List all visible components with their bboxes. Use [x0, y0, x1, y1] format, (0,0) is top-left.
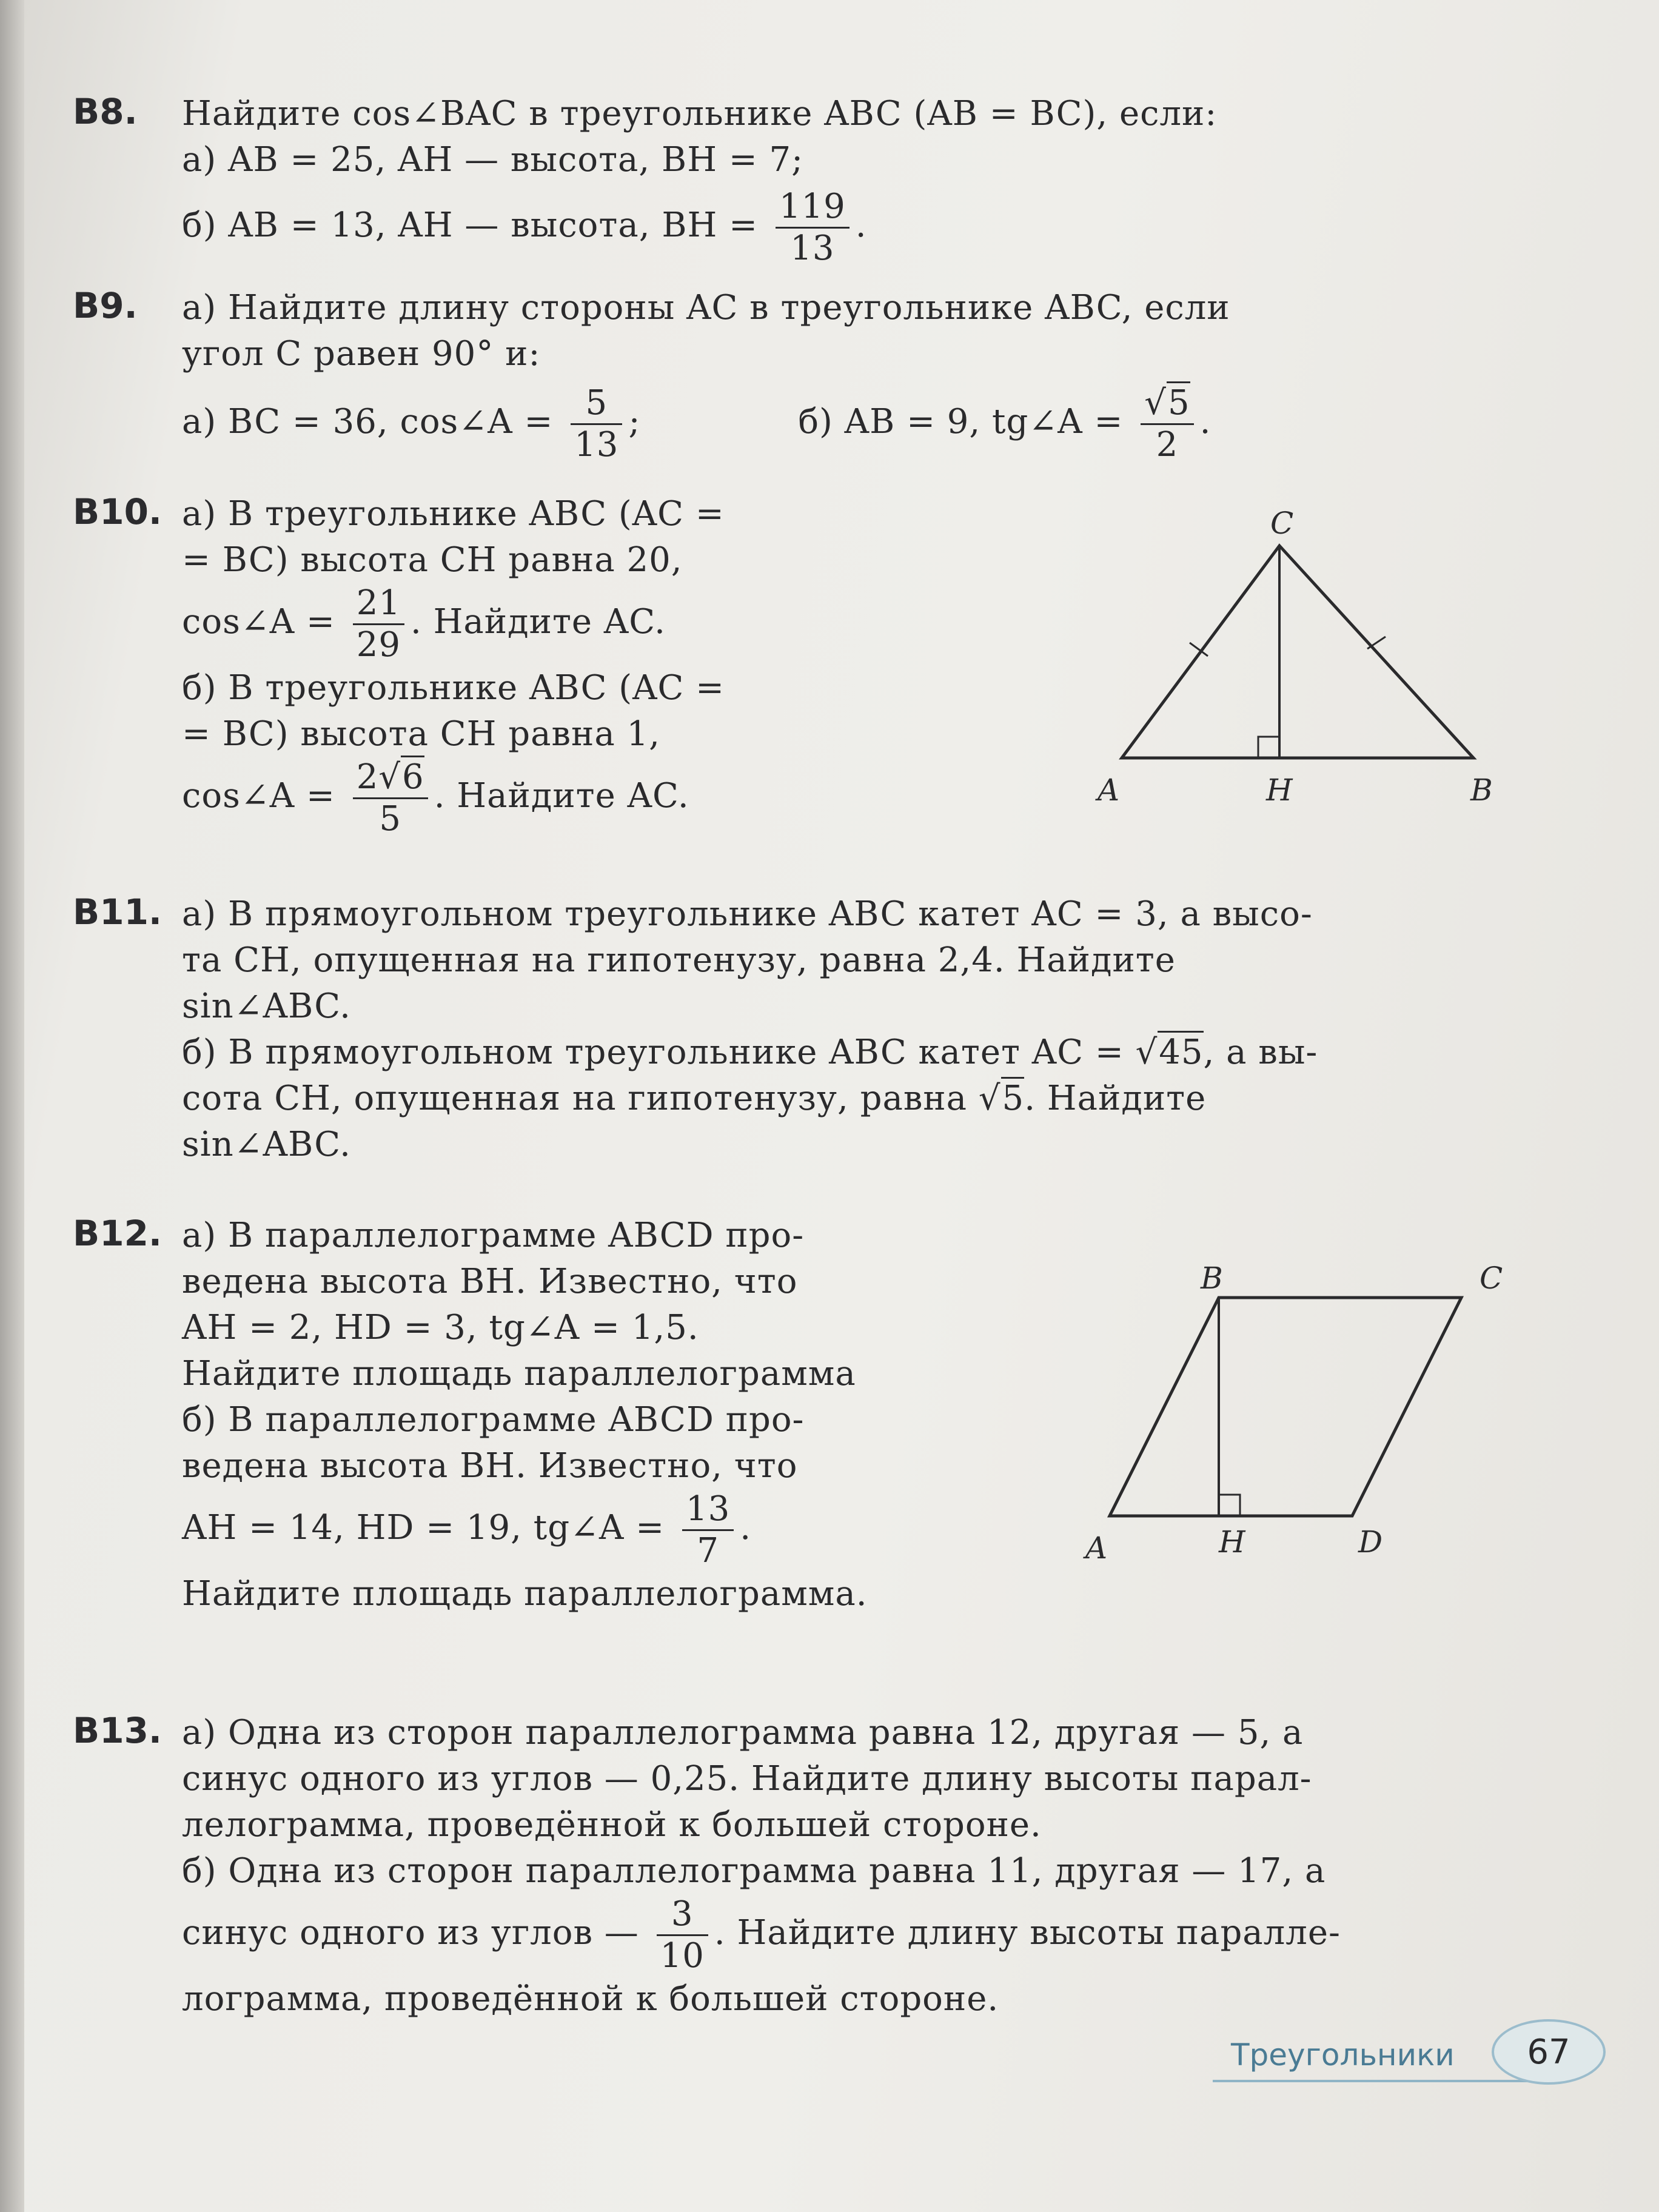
radicand: 5: [1167, 381, 1190, 423]
text-line: [182, 757, 1007, 839]
label-b: B: [1201, 1261, 1223, 1296]
parallelogram-figure: [1019, 1237, 1564, 1577]
text-line: [182, 187, 1217, 269]
numerator: 21: [353, 583, 404, 625]
text-line: а) Одна из сторон параллелограмма равна 12, другая — 5, а: [182, 1713, 1304, 1752]
text-fragment: ;: [628, 402, 641, 441]
text-fragment: . Найдите: [1024, 1079, 1207, 1118]
text-fragment: . Найдите длину высоты паралле-: [714, 1913, 1341, 1952]
label-h: H: [1219, 1524, 1245, 1560]
text-line: [182, 1489, 1019, 1571]
problem-text: [182, 285, 1230, 465]
denominator: 2: [1156, 425, 1179, 464]
text-fragment: сота CH, опущенная на гипотенузу, равна: [182, 1079, 968, 1118]
fraction: [657, 1894, 708, 1976]
text-fragment: . Найдите AC.: [410, 602, 666, 642]
text-line: б) В треугольнике ABC (AC =: [182, 668, 725, 708]
text-fragment: б) В прямоугольном треугольнике ABC катет AC =: [182, 1033, 1124, 1072]
denominator: 13: [790, 229, 835, 268]
right-angle-mark: [1219, 1495, 1240, 1516]
denominator: 5: [379, 799, 402, 839]
label-c: C: [1480, 1261, 1503, 1296]
numerator: 13: [682, 1489, 734, 1531]
fraction: [571, 383, 622, 465]
text-line: = BC) высота CH равна 20,: [182, 540, 683, 580]
denominator: 10: [660, 1936, 705, 1976]
isosceles-triangle-figure: [1031, 503, 1516, 843]
text-line: ведена высота BH. Известно, что: [182, 1446, 798, 1486]
problem-text: [182, 1213, 1019, 1617]
text-line: Найдите cos∠BAC в треугольнике ABC (AB = BC), если:: [182, 94, 1218, 133]
text-line: а) Найдите длину стороны AC в треугольнике ABC, если: [182, 288, 1230, 327]
fraction: [682, 1489, 734, 1571]
problem-number: B9.: [73, 285, 138, 326]
text-line: б) В прямоугольном треугольнике ABC катет AC = √45, а вы-: [182, 1030, 1318, 1076]
problem-number: B11.: [73, 891, 162, 933]
radicand: 45: [1158, 1031, 1203, 1072]
section-title: Треугольники: [1231, 2037, 1455, 2073]
denominator: 7: [697, 1531, 719, 1570]
page-number: 67: [1492, 2019, 1606, 2085]
numerator: √5: [1141, 383, 1193, 425]
problem-number: B8.: [73, 91, 138, 132]
page-footer: [1231, 2019, 1595, 2080]
fraction: [353, 757, 428, 839]
text-line: а) AB = 25, AH — высота, BH = 7;: [182, 140, 804, 179]
text-line: sin∠ABC.: [182, 1125, 351, 1164]
label-a: A: [1085, 1530, 1108, 1566]
text-fragment: , а вы-: [1203, 1033, 1318, 1072]
right-angle-mark: [1258, 737, 1279, 758]
text-fragment: . Найдите AC.: [434, 776, 689, 816]
text-line: лелограмма, проведённой к большей стороне.: [182, 1805, 1042, 1845]
text-line: [182, 383, 1230, 465]
numerator: 119: [776, 187, 850, 229]
text-fragment: а) BC = 36, cos∠A =: [182, 402, 554, 441]
text-line: а) В параллелограмме ABCD про-: [182, 1216, 805, 1255]
fraction: [353, 583, 404, 665]
sub-b: [798, 383, 1211, 465]
text-line: б) Одна из сторон параллелограмма равна 11, другая — 17, а: [182, 1851, 1326, 1891]
label-a: A: [1098, 773, 1120, 808]
text-fragment: AH = 14, HD = 19, tg∠A =: [182, 1508, 665, 1547]
triangle-abc: [1122, 546, 1473, 758]
text-line: а) В треугольнике ABC (AC =: [182, 494, 725, 534]
radicand: 6: [401, 756, 424, 797]
text-line: [182, 1894, 1341, 1976]
problem-number: B12.: [73, 1213, 162, 1254]
text-fragment: .: [1199, 402, 1212, 441]
text-line: лограмма, проведённой к большей стороне.: [182, 1979, 999, 2019]
text-line: Найдите площадь параллелограмма.: [182, 1574, 868, 1614]
text-fragment: cos∠A =: [182, 776, 335, 816]
coefficient: 2: [356, 757, 379, 797]
text-fragment: б) AB = 9, tg∠A =: [798, 402, 1124, 441]
text-line: б) В параллелограмме ABCD про-: [182, 1400, 805, 1439]
text-fragment: .: [740, 1508, 752, 1547]
label-d: D: [1358, 1524, 1383, 1560]
text-line: синус одного из углов — 0,25. Найдите длину высоты парал-: [182, 1759, 1312, 1798]
numerator: 5: [571, 383, 622, 425]
text-line: sin∠ABC.: [182, 987, 351, 1026]
footer-rule: [1213, 2080, 1540, 2082]
label-h: H: [1266, 773, 1293, 808]
text-fragment: .: [855, 206, 867, 245]
text-line: AH = 2, HD = 3, tg∠A = 1,5.: [182, 1308, 699, 1347]
denominator: 29: [356, 625, 401, 665]
label-c: C: [1270, 506, 1294, 541]
numerator: 3: [657, 1894, 708, 1936]
numerator: 2√6: [353, 757, 428, 799]
text-line: а) В прямоугольном треугольнике ABC катет AC = 3, а высо-: [182, 894, 1313, 934]
text-line: [182, 583, 1007, 665]
text-line: ведена высота BH. Известно, что: [182, 1262, 798, 1301]
text-fragment: cos∠A =: [182, 602, 335, 642]
denominator: 13: [574, 425, 619, 464]
problem-text: [182, 91, 1217, 269]
text-line: = BC) высота CH равна 1,: [182, 714, 660, 754]
problem-text: [182, 1710, 1341, 2022]
text-line: та CH, опущенная на гипотенузу, равна 2,4. Найдите: [182, 940, 1176, 980]
problem-number: B13.: [73, 1710, 162, 1751]
problem-number: B10.: [73, 491, 162, 532]
sub-a: [182, 383, 640, 465]
parallelogram-abcd: [1110, 1298, 1461, 1516]
text-line: сота CH, опущенная на гипотенузу, равна √5. Найдите: [182, 1076, 1318, 1122]
page-edge: [0, 0, 24, 2212]
radicand: 5: [1001, 1077, 1025, 1118]
text-line: угол C равен 90° и:: [182, 334, 541, 374]
problem-text: [182, 891, 1318, 1168]
text-fragment: б) AB = 13, AH — высота, BH =: [182, 206, 759, 245]
fraction: [776, 187, 850, 269]
fraction: [1141, 383, 1193, 465]
label-b: B: [1470, 773, 1493, 808]
text-line: Найдите площадь параллелограмма: [182, 1354, 856, 1393]
text-fragment: синус одного из углов —: [182, 1913, 639, 1952]
problem-text: [182, 491, 1007, 839]
